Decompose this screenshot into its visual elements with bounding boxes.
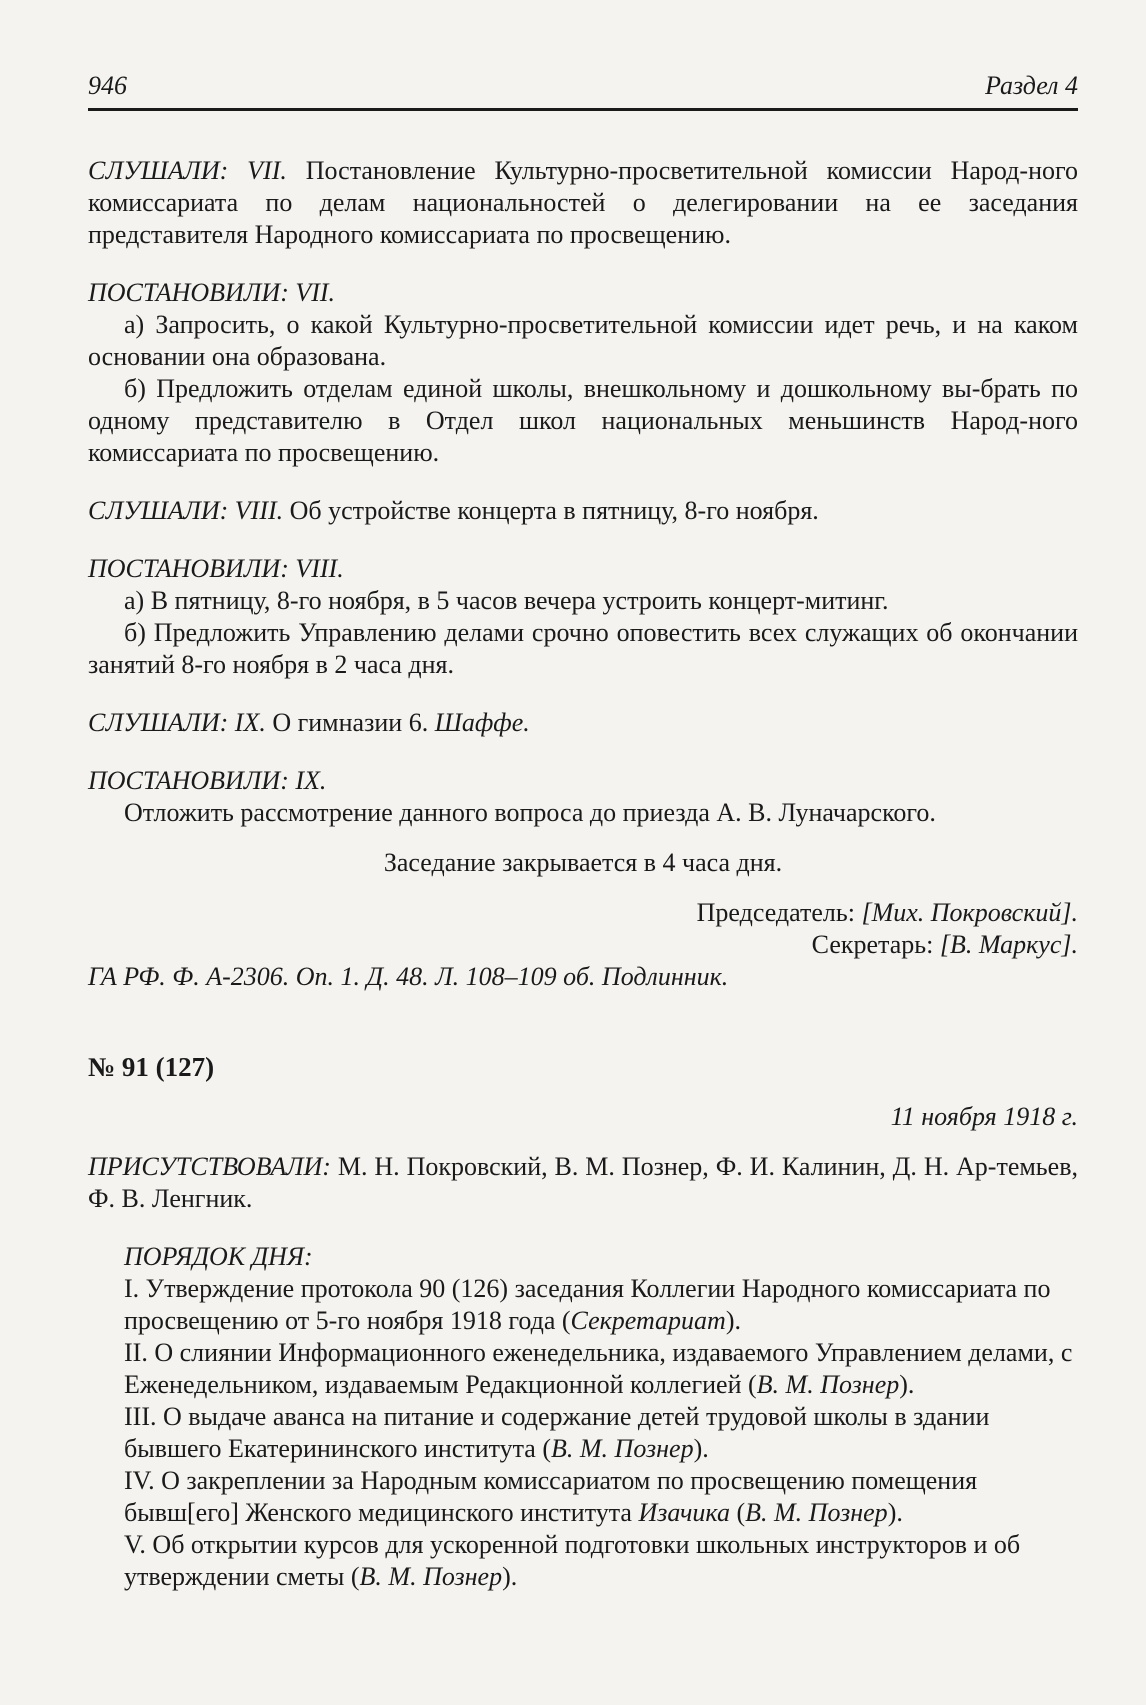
- chairman-signature: [88, 897, 1078, 929]
- document-number: № 91 (127): [88, 1052, 215, 1082]
- section-title: Раздел 4: [985, 71, 1078, 100]
- chairman-label: Председатель:: [696, 898, 862, 927]
- heard-8: [88, 495, 1078, 527]
- document-date: 11 ноября 1918 г.: [890, 1102, 1078, 1131]
- decided-8-b: б) Предложить Управлению делами срочно оповестить всех служащих об окончании занятий 8-го ноября в 2 часа дня.: [88, 618, 1078, 679]
- agenda-item: IV. О закреплении за Народным комиссариатом по просвещению помещения бывш[его] Женского медицинского института Изачика (В. М. Познер).: [124, 1466, 978, 1527]
- heard-9: [88, 707, 1078, 739]
- closing-line: Заседание закрывается в 4 часа дня.: [383, 848, 783, 877]
- secretary-signature: [88, 929, 1078, 961]
- agenda-label: ПОРЯДОК ДНЯ:: [124, 1242, 313, 1271]
- document-page: [88, 60, 1078, 1593]
- present-list: [88, 1151, 1078, 1215]
- agenda-item: II. О слиянии Информационного еженедельника, издаваемого Управлением делами, с Еженедельником, издаваемым Редакционной коллегией (В. М. Познер).: [124, 1338, 1073, 1399]
- decided-8-label: ПОСТАНОВИЛИ: VIII.: [88, 554, 344, 583]
- decided-9-label: ПОСТАНОВИЛИ: IX.: [88, 766, 327, 795]
- heard-label: СЛУШАЛИ: VIII.: [88, 496, 284, 525]
- present-label: ПРИСУТСТВОВАЛИ:: [88, 1152, 331, 1181]
- chairman-name: [Мих. Покровский].: [861, 898, 1078, 927]
- heard-text: О гимназии 6.: [265, 708, 435, 737]
- running-header: [88, 60, 1078, 102]
- archive-reference: ГА РФ. Ф. А-2306. Оп. 1. Д. 48. Л. 108–109 об. Подлинник.: [88, 962, 729, 991]
- agenda-item: V. Об открытии курсов для ускоренной подготовки школьных инструкторов и об утверждении сметы (В. М. Познер).: [124, 1530, 1021, 1591]
- heard-7: [88, 155, 1078, 251]
- heard-text: Постановление Культурно-просветительной комиссии Народ-ного комиссариата по делам национальностей о делегировании на ее заседания представителя Народного комиссариата по просвещению.: [88, 156, 1078, 249]
- heard-label: СЛУШАЛИ: VII.: [88, 156, 287, 185]
- decided-7-b: б) Предложить отделам единой школы, внешкольному и дошкольному вы-брать по одному представителю в Отдел школ национальных меньшинств Народ-ного комиссариата по просвещению.: [88, 374, 1078, 467]
- agenda-list: [88, 1273, 1078, 1593]
- page-number: 946: [88, 71, 127, 100]
- agenda-item: I. Утверждение протокола 90 (126) заседания Коллегии Народного комиссариата по просвещению от 5-го ноября 1918 года (Секретариат).: [124, 1274, 1051, 1335]
- heard-name: Шаффе.: [434, 708, 530, 737]
- heard-text: Об устройстве концерта в пятницу, 8-го ноября.: [283, 496, 819, 525]
- decided-7-label: ПОСТАНОВИЛИ: VII.: [88, 278, 336, 307]
- secretary-label: Секретарь:: [811, 930, 940, 959]
- decided-7-a: а) Запросить, о какой Культурно-просветительной комиссии идет речь, и на каком основании она образована.: [88, 310, 1078, 371]
- agenda-item: III. О выдаче аванса на питание и содержание детей трудовой школы в здании бывшего Екатерининского института (В. М. Познер).: [124, 1402, 990, 1463]
- decided-8-a: а) В пятницу, 8-го ноября, в 5 часов вечера устроить концерт-митинг.: [124, 586, 889, 615]
- secretary-name: [В. Маркус].: [939, 930, 1078, 959]
- present-text: М. Н. Покровский, В. М. Познер, Ф. И. Калинин, Д. Н. Ар-темьев, Ф. В. Ленгник.: [88, 1152, 1078, 1213]
- header-rule: [88, 108, 1078, 111]
- heard-label: СЛУШАЛИ: IX.: [88, 708, 266, 737]
- decided-9-text: Отложить рассмотрение данного вопроса до приезда А. В. Луначарского.: [124, 798, 936, 827]
